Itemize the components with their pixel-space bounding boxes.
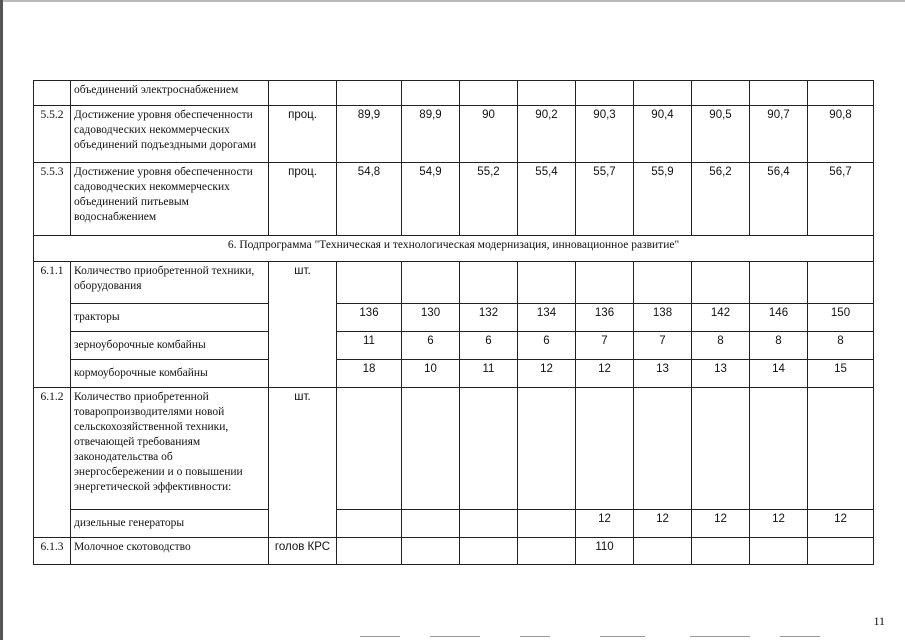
- value-cell: 55,2: [460, 163, 518, 236]
- sub-item-label: дизельные генераторы: [71, 510, 269, 538]
- value-cell: [634, 538, 692, 565]
- value-cell: 110: [576, 538, 634, 565]
- value-cell: 90,7: [750, 106, 808, 163]
- value-cell: 54,8: [337, 163, 402, 236]
- unit-cell: проц.: [269, 163, 337, 236]
- value-cell: [337, 538, 402, 565]
- table-row: [34, 81, 874, 106]
- value-cell: 13: [634, 360, 692, 388]
- indicator-name-cell: Количество приобретенной техники, оборудования: [71, 262, 269, 304]
- value-cell: 142: [692, 304, 750, 332]
- value-cell: [518, 538, 576, 565]
- value-cell: [808, 538, 874, 565]
- value-cell: 8: [692, 332, 750, 360]
- value-cell: 90,4: [634, 106, 692, 163]
- value-cell: 12: [808, 510, 874, 538]
- value-cell: 6: [518, 332, 576, 360]
- value-cell: 90: [460, 106, 518, 163]
- value-cell: 54,9: [402, 163, 460, 236]
- unit-cell: проц.: [269, 106, 337, 163]
- value-cell: 90,2: [518, 106, 576, 163]
- value-cell: 56,7: [808, 163, 874, 236]
- value-cell: 138: [634, 304, 692, 332]
- value-cell: 7: [634, 332, 692, 360]
- value-cell: [692, 538, 750, 565]
- value-cell: 18: [337, 360, 402, 388]
- table-row: [34, 538, 874, 565]
- value-cell: 12: [576, 510, 634, 538]
- unit-cell: голов КРС: [269, 538, 337, 565]
- table-row: [34, 388, 874, 510]
- value-cell: 90,8: [808, 106, 874, 163]
- sub-item-label: зерноуборочные комбайны: [71, 332, 269, 360]
- value-cell: 11: [337, 332, 402, 360]
- value-cell: 136: [337, 304, 402, 332]
- value-cell: 56,2: [692, 163, 750, 236]
- value-cell: 15: [808, 360, 874, 388]
- value-cell: [337, 510, 402, 538]
- value-cell: [518, 510, 576, 538]
- row-number-cell: 5.5.3: [34, 163, 71, 236]
- value-cell: [460, 538, 518, 565]
- value-cell: 12: [750, 510, 808, 538]
- value-cell: 56,4: [750, 163, 808, 236]
- page-number: 11: [873, 614, 885, 628]
- sub-item-label: кормоуборочные комбайны: [71, 360, 269, 388]
- value-cell: 89,9: [402, 106, 460, 163]
- table-row: [34, 106, 874, 163]
- indicator-name-cell: Достижение уровня обеспеченности садоводческих некоммерческих объединений подъездными дорогами: [71, 106, 269, 163]
- value-cell: [750, 538, 808, 565]
- indicator-table: [33, 80, 874, 565]
- sub-item-label: тракторы: [71, 304, 269, 332]
- table-row: [34, 360, 874, 388]
- value-cell: 150: [808, 304, 874, 332]
- value-cell: 6: [402, 332, 460, 360]
- table-row: [34, 236, 874, 262]
- value-cell: 55,9: [634, 163, 692, 236]
- value-cell: [402, 510, 460, 538]
- value-cell: 132: [460, 304, 518, 332]
- value-cell: 12: [634, 510, 692, 538]
- value-cell: 55,7: [576, 163, 634, 236]
- value-cell: 90,5: [692, 106, 750, 163]
- value-cell: 90,3: [576, 106, 634, 163]
- value-cell: 12: [576, 360, 634, 388]
- table-row: [34, 304, 874, 332]
- table-row: [34, 510, 874, 538]
- row-number-cell: [34, 81, 71, 106]
- value-cell: [402, 538, 460, 565]
- indicator-name-cell: Достижение уровня обеспеченности садоводческих некоммерческих объединений питьевым водоснабжением: [71, 163, 269, 236]
- value-cell: 136: [576, 304, 634, 332]
- subprogram-title: 6. Подпрограмма "Техническая и технологическая модернизация, инновационное развитие": [34, 236, 874, 262]
- row-number-cell: 6.1.2: [34, 388, 71, 538]
- indicator-name-cell: Молочное скотоводство: [71, 538, 269, 565]
- value-cell: 12: [692, 510, 750, 538]
- value-cell: 14: [750, 360, 808, 388]
- unit-cell: шт.: [269, 262, 337, 388]
- row-number-cell: 6.1.3: [34, 538, 71, 565]
- scan-left-edge: [0, 0, 3, 640]
- value-cell: 13: [692, 360, 750, 388]
- scan-bottom-marks: [0, 634, 905, 640]
- table-row: [34, 332, 874, 360]
- value-cell: 11: [460, 360, 518, 388]
- value-cell: 6: [460, 332, 518, 360]
- value-cell: 8: [750, 332, 808, 360]
- value-cell: 134: [518, 304, 576, 332]
- value-cell: 12: [518, 360, 576, 388]
- value-cell: 7: [576, 332, 634, 360]
- indicator-name-cell: объединений электроснабжением: [71, 81, 269, 106]
- value-cell: 146: [750, 304, 808, 332]
- row-number-cell: 5.5.2: [34, 106, 71, 163]
- row-number-cell: 6.1.1: [34, 262, 71, 388]
- value-cell: 10: [402, 360, 460, 388]
- value-cell: 55,4: [518, 163, 576, 236]
- unit-cell: шт.: [269, 388, 337, 538]
- value-cell: 8: [808, 332, 874, 360]
- value-cell: 89,9: [337, 106, 402, 163]
- value-cell: [460, 510, 518, 538]
- value-cell: 130: [402, 304, 460, 332]
- indicator-name-cell: Количество приобретенной товаропроизводителями новой сельскохозяйственной техники, отвечающей требованиям законодательства об энергосбережении и о повышении энергетической эффективности:: [71, 388, 269, 510]
- table-row: [34, 262, 874, 304]
- scan-top-edge: [0, 0, 905, 2]
- table-row: [34, 163, 874, 236]
